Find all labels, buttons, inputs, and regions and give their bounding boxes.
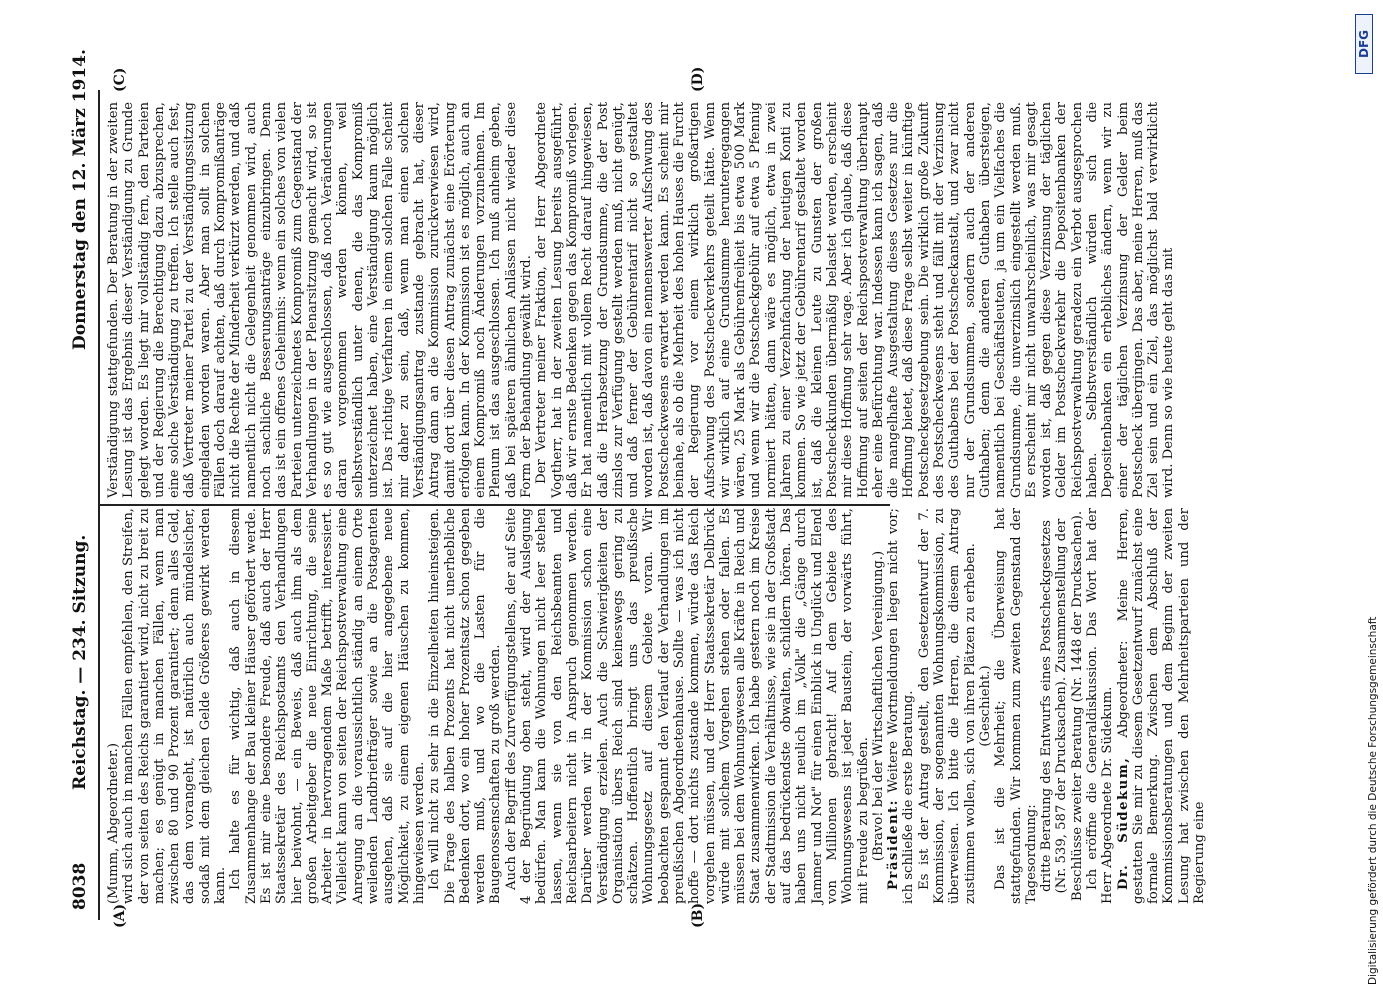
left-column: [106, 508, 1208, 904]
speech-text: Meine Herren, gestatten Sie mir zu diesem Gesetzentwurf zunächst eine formale Bemerkung. Zwischen dem Abschluß der Kommissionsberatungen und dem Beginn der zweiten Lesung hat zwischen den Mehrheitsparteien und der Regierung eine: [1115, 508, 1208, 904]
paragraph: Ich will nicht zu sehr in die Einzelheiten hineinsteigen. Die Frage des halben Prozents hat nicht unerhebliche Bedenken dort, wo ein hoher Prozentsatz schon gegeben werden muß, und wo die Lasten für die Baugenossenschaften zu groß werden.: [427, 508, 504, 904]
paragraph: Der Vertreter meiner Fraktion, der Herr Abgeordnete Vogtherr, hat in der zweiten Lesung bereits ausgeführt, daß wir ernste Bedenken gegen das Kompromiß vorlegen. Er hat namentlich mit vollem Recht darauf hingewiesen, daß die Herabsetzung der Grundsumme, die der Post zinslos zur Verfügung gestellt werden muß, nicht genügt, und daß ferner der Gebührentarif nicht so gestaltet worden ist, daß davon ein nennenswerter Aufschwung des Postscheckwesens erwartet werden kann. Es scheint mir beinahe, als ob die Mehrheit des hohen Hauses die Furcht der Regierung vor einem wirklich großartigen Aufschwung des Postscheckverkehrs geteilt hätte. Wenn wir wirklich auf eine Grundsumme heruntergegangen wären, 25 Mark als Gebührenfreiheit bis etwa 500 Mark und wenn wir die Postscheckgebühr auf etwa 5 Pfennig normiert hätten, dann wäre es möglich, etwa in zwei Jahren zu einer Verzehnfachung der heutigen Konti zu kommen. So wie jetzt der Gebührentarif gestaltet worden ist, daß die kleinen Leute zu Gunsten der großen Postscheckkunden übermäßig belastet werden, erscheint mir diese Hoffnung sehr vage. Aber ich glaube, daß diese Hoffnung auf seiten der Reichspostverwaltung überhaupt eher eine Befürchtung war. Indessen kann ich sagen, daß die mangelhafte Ausgestaltung dieses Gesetzes nur die Hoffnung bietet, daß diese Frage selbst weiter in künftige Postscheckgesetzgebung sein. Die wirklich große Zukunft des Postscheckwesens steht und fällt mit der Verzinsung des Guthabens bei der Postscheckanstalt, und zwar nicht nur der Grundsummen, sondern auch der anderen Guthaben; denn die anderen Guthaben übersteigen, namentlich bei Geschäftsleuten, ja um ein Vielfaches die Grundsumme, die unverzinslich eingestellt werden muß. Es erscheint mir nicht unwahrscheinlich, was mir gesagt worden ist, daß gegen diese Verzinsung der täglichen Gelder im Postscheckverkehr die Depositenbanken der Reichspostverwaltung geradezu ein Verbot ausgesprochen haben. Selbstverständlich würden sich die Depositenbanken ein erhebliches ändern, wenn wir zu einer der täglichen Verzinsung der Gelder beim Postscheck übergingen. Das aber, meine Herren, muß das Ziel sein und ein Ziel, das möglichst bald verwirklicht wird. Denn so wie heute geht das mit: [534, 102, 1177, 498]
header-right-title: Donnerstag den 12. März 1914.: [70, 49, 90, 350]
president-text: Weitere Wortmeldungen liegen nicht vor; ich schließe die erste Beratung.: [886, 508, 917, 904]
speaker-name: Dr. Südekum,: [1115, 756, 1131, 890]
debate-open: Ich eröffne die Generaldiskussion. Das Wort hat der Herr Abgeordnete Dr. Südekum.: [1085, 508, 1116, 904]
event-note: (Geschieht.): [977, 665, 993, 747]
majority-text: Das ist die Mehrheit; die Überweisung hat stattgefunden. Wir kommen zum zweiten Gegenstand der Tagesordnung:: [993, 508, 1039, 904]
margin-marker-d: (D): [690, 66, 706, 92]
paragraph: Auch der Begriff des Zurverfügungstellens, der auf Seite 4 der Begründung oben steht, wird der Auslegung bedürfen. Man kann die Wohnungen nicht leer stehen lassen, wenn sie von den Reichsbeamten und Reichsarbeitern nicht in Anspruch genommen werden. Darüber werden wir in der Kommission schon eine Verständigung erzielen. Auch die Schwierigkeiten der Organisation übers Reich sind keineswegs gering zu schätzen. Hoffentlich bringt uns das preußische Wohnungsgesetz auf diesem Gebiete voran. Wir beobachten gespannt den Verlauf der Verhandlungen im preußischen Abgeordnetenhause. Sollte — was ich nicht hoffe — dort nichts zustande kommen, würde das Reich vorgehen müssen, und der Herr Staatssekretär Delbrück würde mit solchem Vorgehen stehen oder fallen. Es müssen bei dem Wohnungswesen alle Kräfte in Reich und Staat zusammenwirken. Ich habe gestern noch im Kreise der Stadtmission die Verhältnisse, wie sie in der Großstadt auf das bedrückendste obwalten, schildern hören. Das haben uns nicht neulich im „Volk" die „Gänge durch Jammer und Not" für einen Einblick in Unglück und Elend von Millionen gebracht! Auf dem Gebiete des Wohnungswesens ist jeder Baustein, der vorwärts führt, mit Freude zu begrüßen.: [503, 508, 871, 904]
motion-text: Es ist der Antrag gestellt, den Gesetzentwurf der 7. Kommission, der sogenannten Wohnungskommission, zu überweisen. Ich bitte die Herren, die diesem Antrag zustimmen wollen, sich von ihren Plätzen zu erheben.: [916, 508, 978, 904]
margin-marker-a: (A): [112, 903, 128, 928]
speaker-tag: (Mumm, Abgeordneter.): [106, 742, 121, 904]
paragraph: Ich halte es für wichtig, daß auch in diesem Zusammenhange der Bau kleiner Häuser gefördert werde. Es ist mir eine besondere Freude, daß auch der Herr Staatssekretär des Reichspostamts den Verhandlungen hier beiwohnt, — ein Beweis, daß auch ihm als dem großen Arbeitgeber die neue Einrichtung, die seine Arbeiter in hervorragendem Maße betrifft, interessiert. Vielleicht kann von seiten der Reichspostverwaltung eine Anregung an die voraussichtlich ständig an einem Orte weilenden Landbriefträger sowie an die Postagenten ausgehen, daß sie auf die hier angegebene neue Möglichkeit, zu einem eigenen Häuschen zu kommen, hingewiesen werden.: [228, 508, 427, 904]
president-statement: [886, 508, 917, 904]
right-column: [106, 102, 1177, 498]
column-divider: [100, 504, 890, 506]
speech: [1116, 508, 1208, 904]
header-left-title: Reichstag. — 234. Sitzung.: [70, 534, 90, 790]
margin-marker-c: (C): [112, 67, 128, 92]
applause-note: (Bravo! bei der Wirtschaftlichen Vereinigung.): [870, 550, 886, 862]
speaker-role: Abgeordneter:: [1115, 640, 1131, 738]
paragraph: wird sich auch in manchen Fällen empfehlen, den Streifen, der von seiten des Reichs garantiert wird, nicht zu breit zu machen; es genügt in manchen Fällen, wenn man zwischen 80 und 90 Prozent garantiert; denn alles Geld, das dem vorangeht, ist natürlich auch mündelsicher, sodaß mit dem gleichen Gelde Größeres gewirkt werden kann.: [121, 508, 229, 904]
margin-marker-b: (B): [690, 902, 706, 928]
digitization-credit: Digitalisierung gefördert durch die Deutsche Forschungsgemeinschaft: [1367, 616, 1379, 985]
president-label: Präsident:: [886, 798, 902, 890]
agenda-item: dritte Beratung des Entwurfs eines Postscheckgesetzes (Nr. 539, 587 der Drucksachen). Zusammenstellung der Beschlüsse zweiter Beratung (Nr. 1448 der Drucksachen).: [1039, 510, 1085, 902]
page-number: 8038: [70, 862, 90, 910]
dfg-logo: DFG: [1355, 14, 1373, 74]
paragraph: Verständigung stattgefunden. Der Beratung in der zweiten Lesung ist das Ergebnis dieser Verständigung zu Grunde gelegt worden. Es liegt mir vollständig fern, den Parteien und der Regierung die Berechtigung dazu abzusprechen, eine solche Verständigung zu treffen. Ich stelle auch fest, daß Vertreter meiner Partei zu der Verständigungssitzung eingeladen worden waren. Aber man sollt in solchen Fällen doch darauf achten, daß durch Kompromißanträge nicht die Rechte der Minderheit verkürzt werden, und daß namentlich nicht die Gelegenheit genommen wird, auch noch sachliche Besserungsanträge einzubringen. Denn das ist ein offenes Geheimnis: wenn ein solches von vielen Parteien unterzeichnetes Kompromiß zum Gegenstand der Verhandlungen in der Plenarsitzung gemacht wird, so ist es so gut wie ausgeschlossen, daß noch Veränderungen daran vorgenommen werden können, weil selbstverständlich unter denen, die das Kompromiß unterzeichnet haben, eine Verständigung kaum möglich ist. Das richtige Verfahren in einem solchen Falle scheint mir daher zu sein, daß, wenn man einen solchen Verständigungsantrag zustande gebracht hat, dieser Antrag dann an die Kommission zurückverwiesen wird, damit dort über diesen Antrag zunächst eine Erörterung erfolgen kann. In der Kommission ist es möglich, auch an einem Kompromiß noch Änderungen vorzunehmen. Im Plenum ist das ausgeschlossen. Ich muß anheim geben, daß bei späteren ähnlichen Anlässen nicht wieder diese Form der Behandlung gewählt wird.: [106, 102, 535, 498]
page-header: [70, 10, 100, 910]
